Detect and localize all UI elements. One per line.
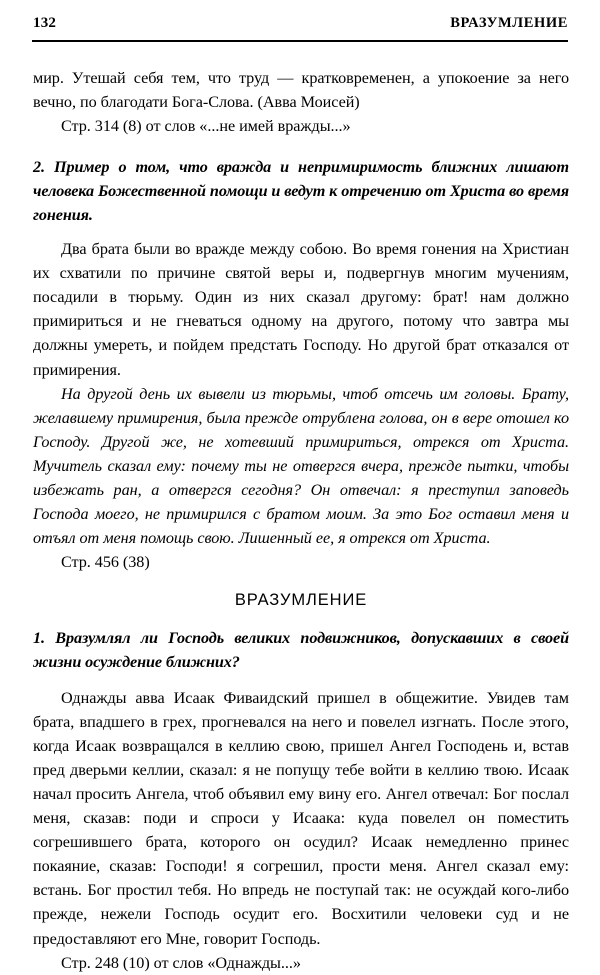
source-reference-1: Стр. 314 (8) от слов «...не имей вражды...» bbox=[61, 117, 351, 136]
subheading-2: 1. Вразумлял ли Господь великих подвижников, допускавших в своей жизни осуждение ближних? bbox=[33, 628, 569, 671]
paragraph-continuation: мир. Утешай себя тем, что труд — кратковременен, а упокоение за него вечно, по благодати Бога-Слова. (Авва Моисей) bbox=[33, 69, 569, 112]
spacer bbox=[33, 227, 569, 237]
header-rule bbox=[32, 40, 568, 42]
paragraph-3: Однажды авва Исаак Фиваидский пришел в общежитие. Увидев там брата, впадшего в грех, прогневался на него и повелел изгнать. После этого, когда Исаак возвращался в келлию свою, пришел Ангел Господень и, встав пред дверьми келлии, сказал: я не попущу тебе войти в келлию твою. Исаак начал просить Ангела, чтоб объявил ему вину его. Ангел отвечал: Бог послал меня, сказав: поди и спроси у Исаака: куда повелел он поместить согрешившего брата, которого он осудил? Исаак немедленно принес покаяние, сказав: Господи! я согрешил, прости меня. Ангел сказал ему: встань. Бог простил тебя. Но впредь не поступай так: не осуждай кого-либо прежде, нежели Господь осудит его. Восхитили человеки суд и не предоставляют его Мне, говорит Господь. bbox=[33, 689, 569, 948]
running-head-title: ВРАЗУМЛЕНИЕ bbox=[450, 15, 568, 31]
running-head bbox=[33, 16, 568, 31]
spacer bbox=[33, 138, 569, 155]
spacer bbox=[33, 674, 569, 686]
text-block bbox=[33, 66, 569, 975]
spacer bbox=[33, 574, 569, 588]
paragraph-1: Два брата были во вражде между собою. Во время гонения на Христиан их схватили по причине святой веры и, подвергнув многим мучениям, посадили в тюрьму. Один из них сказал другому: брат! нам должно примириться и не гневаться одному на другого, потому что завтра мы должны умереть, и пойдем предстать Господу. Но другой брат отказался от примирения. bbox=[33, 240, 569, 379]
page-number: 132 bbox=[33, 15, 57, 31]
source-reference-3: Стр. 248 (10) от слов «Однажды...» bbox=[61, 953, 301, 972]
subheading-1: 2. Пример о том, что вражда и непримиримость ближних лишают человека Божественной помощи и ведут к отречению от Христа во время гонения. bbox=[33, 158, 569, 225]
section-title: ВРАЗУМЛЕНИЕ bbox=[234, 590, 368, 609]
paragraph-2-italic: На другой день их вывели из тюрьмы, чтоб отсечь им головы. Брату, желавшему примирения, была прежде отрублена голова, он в вере отошел ко Господу. Другой же, не хотевший примириться, отрекся от Христа. Мучитель сказал ему: почему ты не отвергся вчера, прежде пытки, чтобы избежать ран, а отвергся сегодня? Он отвечал: я преступил заповедь Господа моего, не примирился с братом моим. За это Бог оставил меня и отъял от меня помощь свою. Лишенный ее, я отрекся от Христа. bbox=[33, 384, 569, 547]
source-reference-2: Стр. 456 (38) bbox=[61, 552, 150, 571]
spacer bbox=[33, 612, 569, 626]
